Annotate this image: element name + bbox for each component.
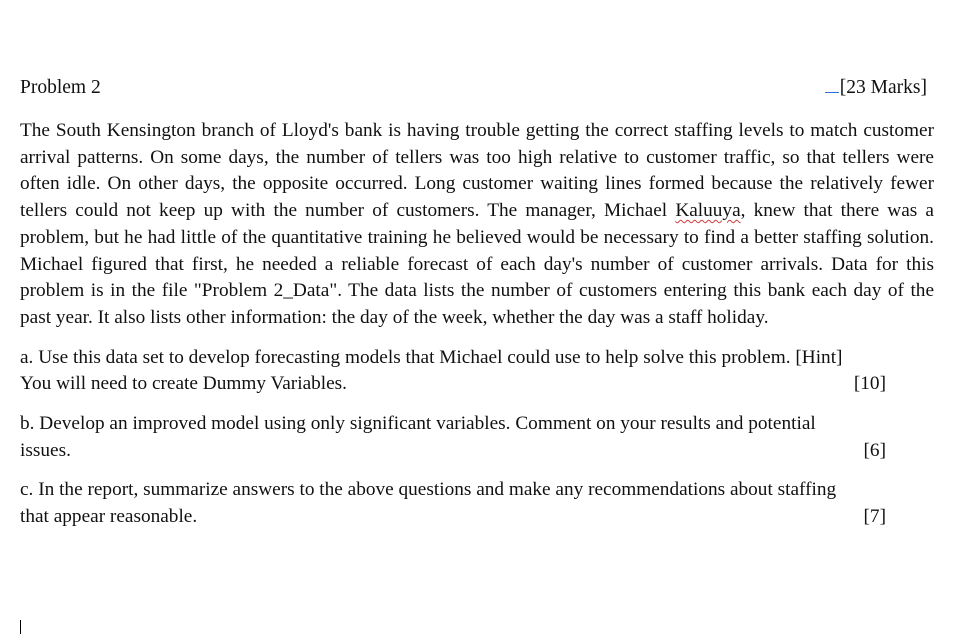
question-b-marks: [6] [863, 439, 886, 461]
question-a [20, 345, 934, 398]
problem-title: Problem 2 [20, 77, 101, 98]
intro-text-part-1: The South Kensington branch of Lloyd's bank is having trouble getting the correct staffing levels to match customer arrival patterns. On some days, the number of tellers was too high relative to customer traffic, so that tellers were often idle. On other days, the opposite occurred. Long customer waiting lines formed because the relatively fewer tellers could not keep up with the number of customers. The manager, Michael [20, 120, 934, 222]
text-cursor [20, 620, 21, 634]
question-b-line1: b. Develop an improved model using only significant variables. Comment on your results and potential [20, 413, 816, 435]
question-b [20, 411, 934, 464]
question-c-line1: c. In the report, summarize answers to the above questions and make any recommendations about staffing [20, 479, 837, 501]
problem-description [20, 118, 934, 332]
question-a-line1: a. Use this data set to develop forecasting models that Michael could use to help solve this problem. [Hint] [20, 346, 843, 368]
problem-heading [20, 74, 934, 102]
question-c-marks: [7] [863, 506, 886, 528]
problem-marks [825, 74, 927, 102]
problem-marks-text: [23 Marks] [839, 77, 927, 98]
question-c [20, 477, 934, 530]
question-a-marks: [10] [853, 373, 886, 395]
question-c-line2: that appear reasonable. [20, 506, 198, 528]
marks-underline [825, 74, 839, 93]
flagged-name-spellcheck[interactable]: Kaluuya [675, 200, 741, 222]
question-a-line2: You will need to create Dummy Variables. [20, 373, 348, 395]
document-page[interactable] [20, 74, 934, 531]
question-b-line2: issues. [20, 439, 71, 461]
intro-text-part-2: , knew that there was a problem, but he had little of the quantitative training he believed would be necessary to find a better staffing solution. Michael figured that first, he needed a reliable forecast of each day's number of customer arrivals. Data for this problem is in the file "Problem 2_Data". The data lists the number of customers entering this bank each day of the past year. It also lists other information: the day of the week, whether the day was a staff holiday. [20, 200, 934, 328]
